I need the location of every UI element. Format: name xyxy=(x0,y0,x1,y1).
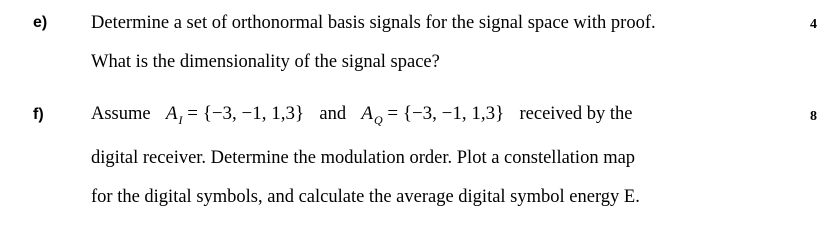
question-text-line-with-math xyxy=(91,103,633,126)
marks-value: 8 xyxy=(810,109,817,124)
text-connector: and xyxy=(319,104,347,124)
marks-value: 4 xyxy=(810,17,817,32)
math-variable: A xyxy=(165,103,178,124)
question-text-line: digital receiver. Determine the modulation order. Plot a constellation map xyxy=(91,148,636,168)
math-expression-quadrature xyxy=(361,103,505,127)
question-label: e) xyxy=(33,14,48,31)
question-text-line: for the digital symbols, and calculate the average digital symbol energy E. xyxy=(91,187,640,207)
math-subscript: Q xyxy=(373,113,383,127)
math-variable: A xyxy=(361,103,373,124)
math-set: = {−3, −1, 1,3} xyxy=(187,103,305,124)
text-prefix: Assume xyxy=(91,104,151,124)
math-set: = {−3, −1, 1,3} xyxy=(387,103,505,124)
question-label: f) xyxy=(33,106,44,123)
question-text-line: Determine a set of orthonormal basis signals for the signal space with proof. xyxy=(91,13,656,33)
question-text-line: What is the dimensionality of the signal space? xyxy=(91,52,440,72)
math-expression-in-phase xyxy=(165,103,305,127)
text-suffix: received by the xyxy=(519,104,633,124)
math-subscript: I xyxy=(178,113,183,127)
